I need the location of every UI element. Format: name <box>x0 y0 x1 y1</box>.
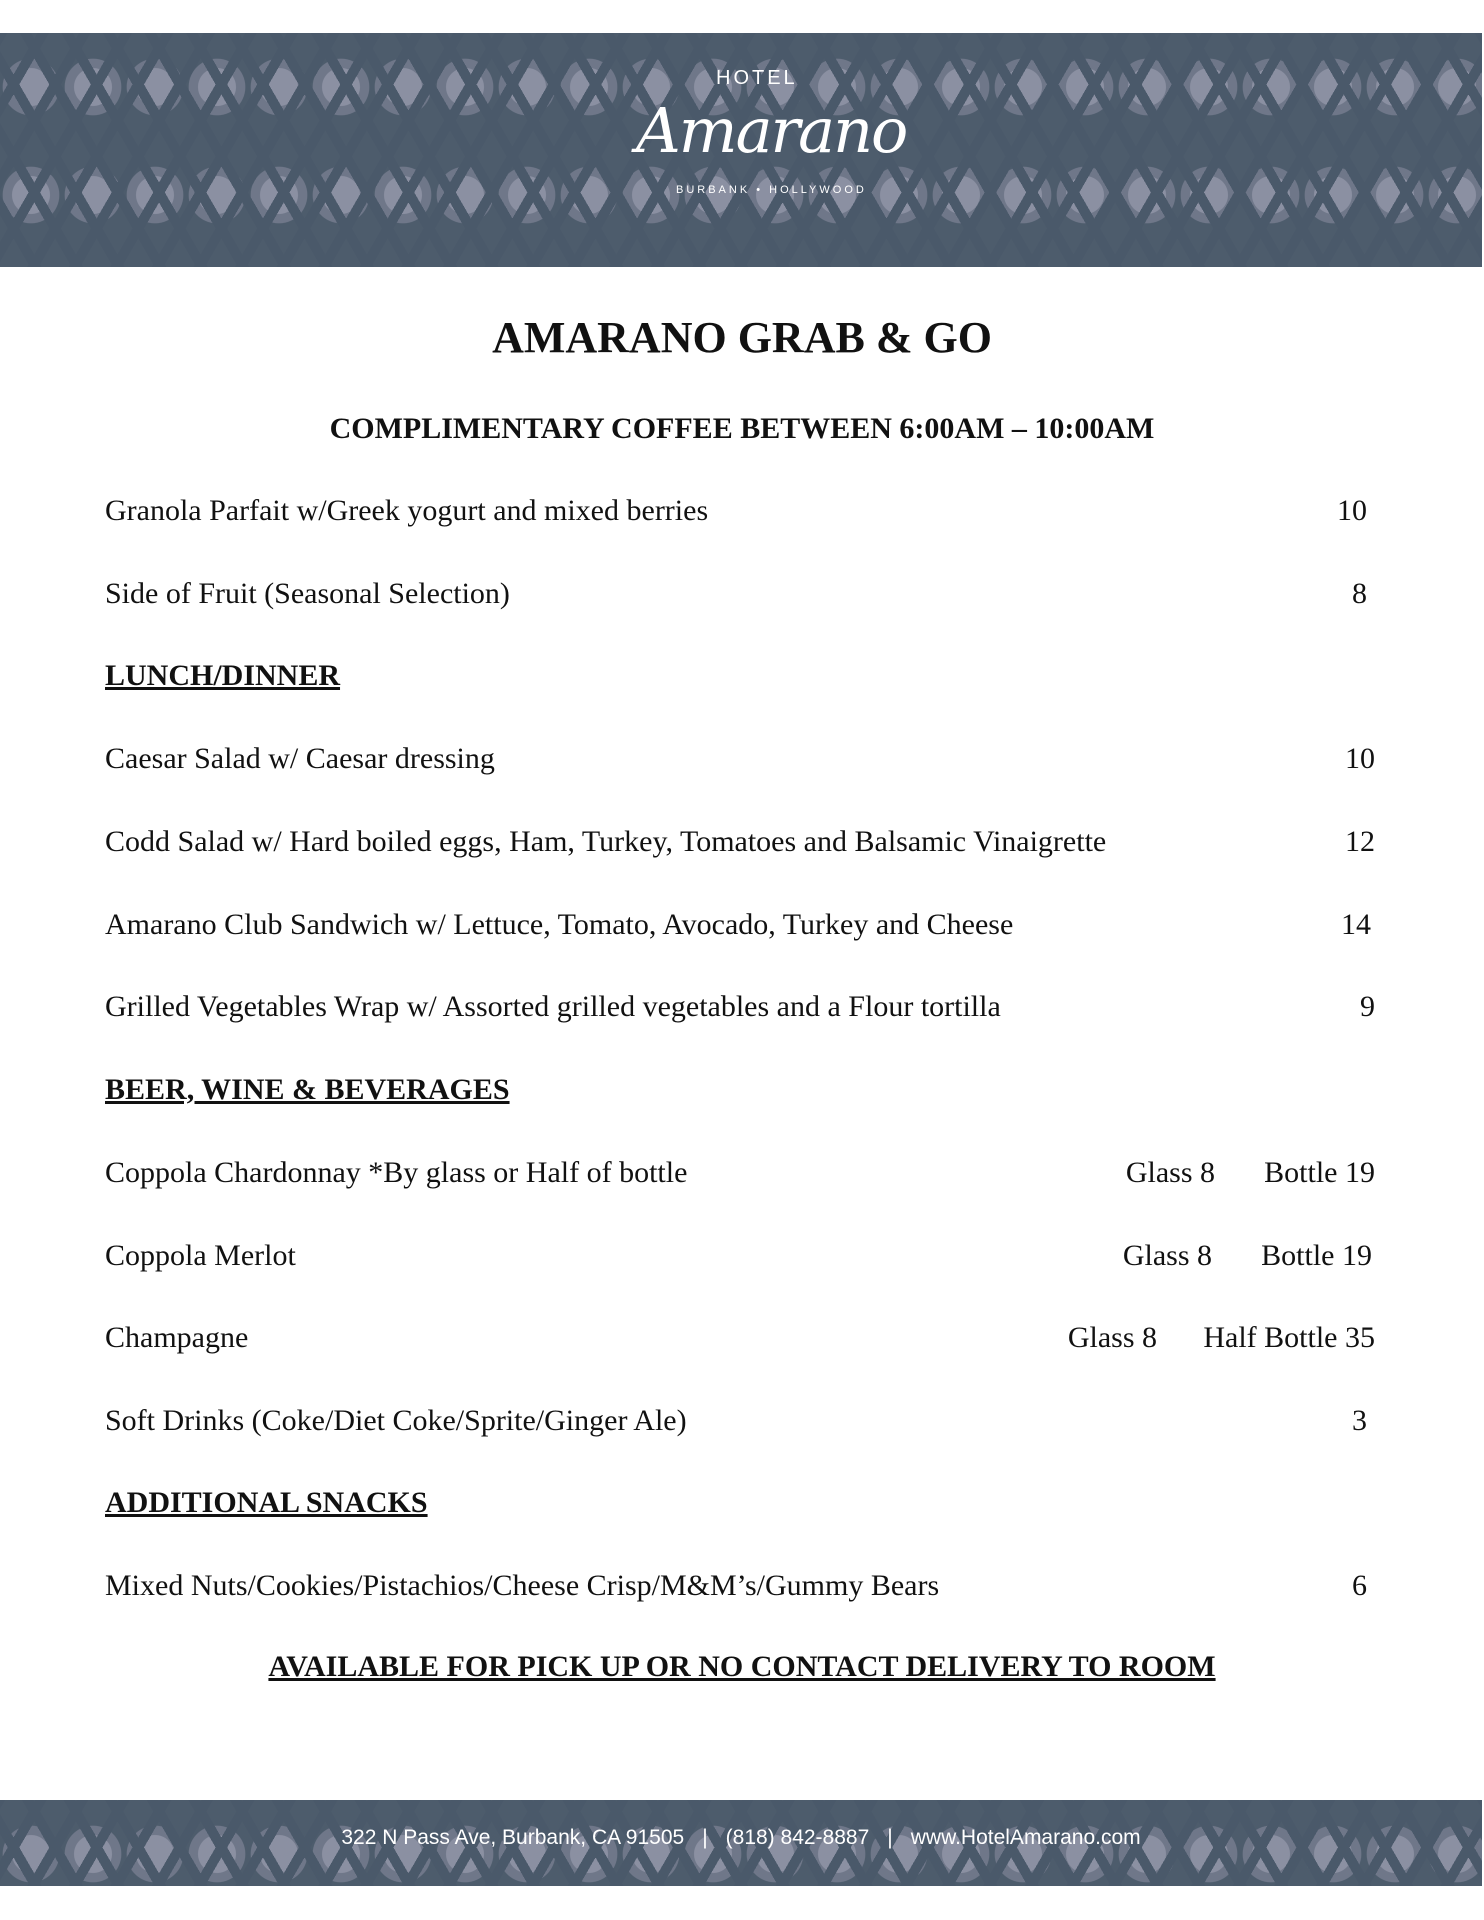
item-name: Codd Salad w/ Hard boiled eggs, Ham, Turkey, Tomatoes and Balsamic Vinaigrette <box>105 825 1107 858</box>
item-name: Side of Fruit (Seasonal Selection) <box>105 577 510 610</box>
item-name: Granola Parfait w/Greek yogurt and mixed berries <box>105 494 709 527</box>
item-price: 14 <box>1341 908 1371 941</box>
section-heading-lunch: LUNCH/DINNER <box>105 659 341 692</box>
separator: | <box>702 1826 708 1849</box>
menu-item <box>105 1156 1375 1196</box>
logo-location: BURBANK • HOLLYWOOD <box>676 184 867 196</box>
item-price: 12 <box>1345 825 1375 858</box>
menu-item <box>105 742 1375 782</box>
section-heading-snacks: ADDITIONAL SNACKS <box>105 1486 428 1519</box>
menu-item <box>105 1321 1375 1361</box>
item-price: 9 <box>1360 990 1375 1023</box>
item-price: 3 <box>1352 1404 1367 1437</box>
footer-banner <box>0 1800 1482 1886</box>
menu-item <box>105 494 1375 534</box>
menu-item <box>105 825 1375 865</box>
separator: | <box>887 1826 893 1849</box>
footer-address: 322 N Pass Ave, Burbank, CA 91505 <box>341 1826 685 1849</box>
item-name: Amarano Club Sandwich w/ Lettuce, Tomato, Avocado, Turkey and Cheese <box>105 908 1014 941</box>
item-price: Bottle 19 <box>1264 1156 1375 1189</box>
footer-phone: (818) 842-8887 <box>725 1826 870 1849</box>
item-name: Grilled Vegetables Wrap w/ Assorted grilled vegetables and a Flour tortilla <box>105 990 1001 1023</box>
menu-item <box>105 1569 1375 1609</box>
page-title: AMARANO GRAB & GO <box>492 313 992 362</box>
item-name: Coppola Chardonnay *By glass or Half of bottle <box>105 1156 688 1189</box>
logo-name: Amarano <box>636 94 907 167</box>
item-name: Champagne <box>105 1321 249 1354</box>
menu-item <box>105 1404 1375 1444</box>
section-heading-beverages: BEER, WINE & BEVERAGES <box>105 1073 510 1106</box>
item-name: Mixed Nuts/Cookies/Pistachios/Cheese Crisp/M&M’s/Gummy Bears <box>105 1569 940 1602</box>
item-price: Bottle 19 <box>1261 1239 1372 1272</box>
footer-website: www.HotelAmarano.com <box>910 1826 1141 1849</box>
header-banner <box>0 33 1482 267</box>
item-glass-price: Glass 8 <box>1125 1156 1215 1189</box>
delivery-note: AVAILABLE FOR PICK UP OR NO CONTACT DELIVERY TO ROOM <box>268 1650 1216 1683</box>
item-name: Coppola Merlot <box>105 1239 296 1272</box>
item-glass-price: Glass 8 <box>1122 1239 1212 1272</box>
item-price: 10 <box>1345 742 1375 775</box>
item-price: 10 <box>1337 494 1367 527</box>
item-price: Half Bottle 35 <box>1203 1321 1375 1354</box>
item-name: Caesar Salad w/ Caesar dressing <box>105 742 495 775</box>
coffee-note: COMPLIMENTARY COFFEE BETWEEN 6:00AM – 10:00AM <box>329 412 1155 445</box>
item-name: Soft Drinks (Coke/Diet Coke/Sprite/Ginger Ale) <box>105 1404 687 1437</box>
menu-item <box>105 990 1375 1030</box>
menu-item <box>105 1239 1375 1279</box>
logo-hotel-text: HOTEL <box>716 67 798 89</box>
footer-contact <box>0 1826 1482 1850</box>
menu-item <box>105 908 1375 948</box>
menu-item <box>105 577 1375 617</box>
item-glass-price: Glass 8 <box>1067 1321 1157 1354</box>
item-price: 6 <box>1352 1569 1367 1602</box>
item-price: 8 <box>1352 577 1367 610</box>
hotel-logo <box>576 33 906 267</box>
